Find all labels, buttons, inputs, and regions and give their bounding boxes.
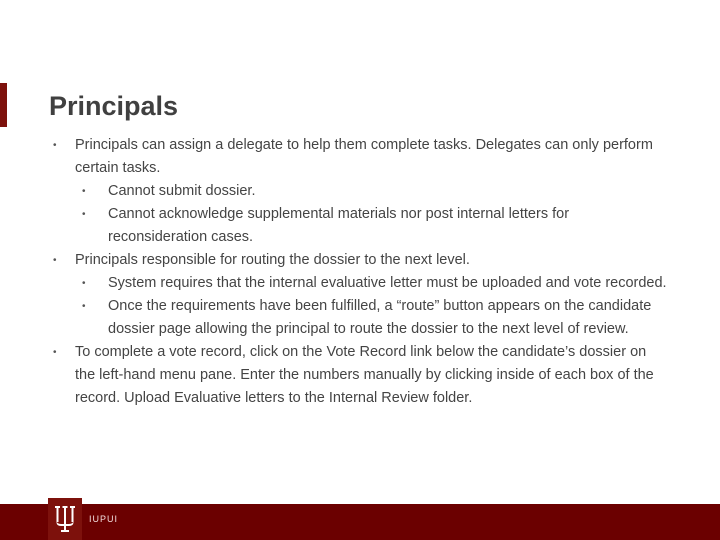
sub-bullet-marker: •	[82, 301, 86, 312]
sub-bullet-item	[49, 272, 669, 295]
sub-bullet-item	[49, 203, 669, 249]
trident-icon	[54, 506, 76, 532]
bullet-marker: •	[53, 140, 57, 151]
bullet-text: Principals responsible for routing the dossier to the next level.	[75, 252, 470, 268]
sub-bullet-marker: •	[82, 278, 86, 289]
bullet-item	[49, 134, 669, 180]
title-accent-bar	[0, 83, 7, 127]
bullet-marker: •	[53, 347, 57, 358]
sub-bullet-item	[49, 295, 669, 341]
bullet-item	[49, 249, 669, 272]
sub-bullet-marker: •	[82, 186, 86, 197]
slide-title: Principals	[49, 91, 179, 121]
iu-logo	[48, 498, 82, 540]
bullet-text: Principals can assign a delegate to help them complete tasks. Delegates can only perform certain tasks.	[75, 137, 653, 176]
logo-wordmark: IUPUI	[89, 514, 119, 524]
sub-bullet-item	[49, 180, 669, 203]
sub-bullet-text: Once the requirements have been fulfilled, a “route” button appears on the candidate dossier page allowing the principal to route the dossier to the next level of review.	[108, 298, 652, 337]
sub-bullet-marker: •	[82, 209, 86, 220]
sub-bullet-text: Cannot acknowledge supplemental materials nor post internal letters for reconsideration cases.	[108, 206, 570, 245]
bullet-item	[49, 341, 669, 410]
slide-content	[49, 134, 669, 410]
sub-bullet-text: Cannot submit dossier.	[108, 183, 256, 199]
sub-bullet-text: System requires that the internal evaluative letter must be uploaded and vote recorded.	[108, 275, 667, 291]
bullet-marker: •	[53, 255, 57, 266]
bullet-text: To complete a vote record, click on the Vote Record link below the candidate’s dossier on the left-hand menu pane. Enter the numbers manually by clicking inside of each box of the record. Upload Evaluative letters to the Internal Review folder.	[75, 344, 654, 406]
